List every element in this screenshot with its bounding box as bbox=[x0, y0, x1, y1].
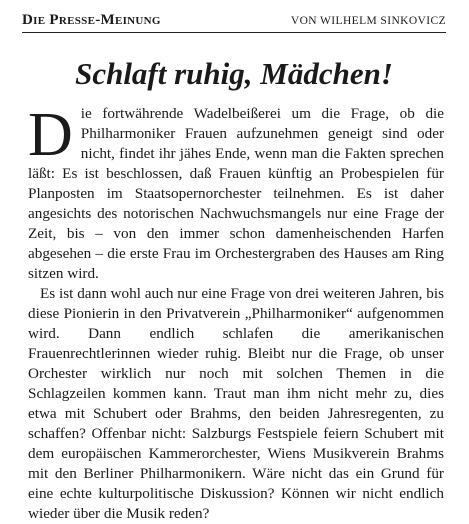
article-paragraph bbox=[28, 101, 444, 284]
column-header bbox=[22, 12, 446, 32]
paragraph-text: Es ist dann wohl auch nur eine Frage von drei weiteren Jahren, bis diese Pionierin in den Privatverein „Philharmoniker“ aufgenommen wird. Dann endlich schlafen die amerikanischen Frauenrechtlerinnen wieder ruhig. Bleibt nur die Frage, ob unser Orchester wirklich nur noch mit solchen Themen in die Schlagzeilen kommen kann. Traut man ihm nicht mehr zu, dies etwa mit Schubert oder Brahms, den beiden Jahresregenten, zu schaffen? Offenbar nicht: Salzburgs Festspiele feiern Schubert mit dem europäischen Kammerorchester, Wiens Musikverein Brahms mit den Berliner Philharmonikern. Wäre nicht das ein Grund für eine echte kulturpolitische Diskussion? Können wir nicht endlich wieder über die Musik reden? bbox=[28, 285, 444, 522]
article-paragraph bbox=[28, 284, 444, 524]
section-title: Die Presse-Meinung bbox=[22, 12, 161, 28]
article-body bbox=[28, 101, 444, 524]
author-byline: VON WILHELM SINKOVICZ bbox=[290, 15, 446, 27]
paragraph-text: ie fortwährende Wadelbeißerei um die Frage, ob die Philharmoniker Frauen aufzunehmen geneigt sind oder nicht, findet ihr jähes Ende, wenn man die Fakten sprechen läßt: Es ist beschlossen, daß Frauen künftig an Probespielen für Planposten im Staatsopernorchester teilnehmen. Es ist daher angesichts des notorischen Nachwuchsmangels nur eine Frage der Zeit, bis – von den immer schon damenheischenden Harfen abgesehen – die erste Frau im Orchestergraben des Hauses am Ring sitzen wird. bbox=[28, 105, 444, 282]
header-rule bbox=[22, 32, 446, 33]
drop-cap: D bbox=[28, 101, 73, 169]
article-headline: Schlaft ruhig, Mädchen! bbox=[75, 56, 393, 91]
